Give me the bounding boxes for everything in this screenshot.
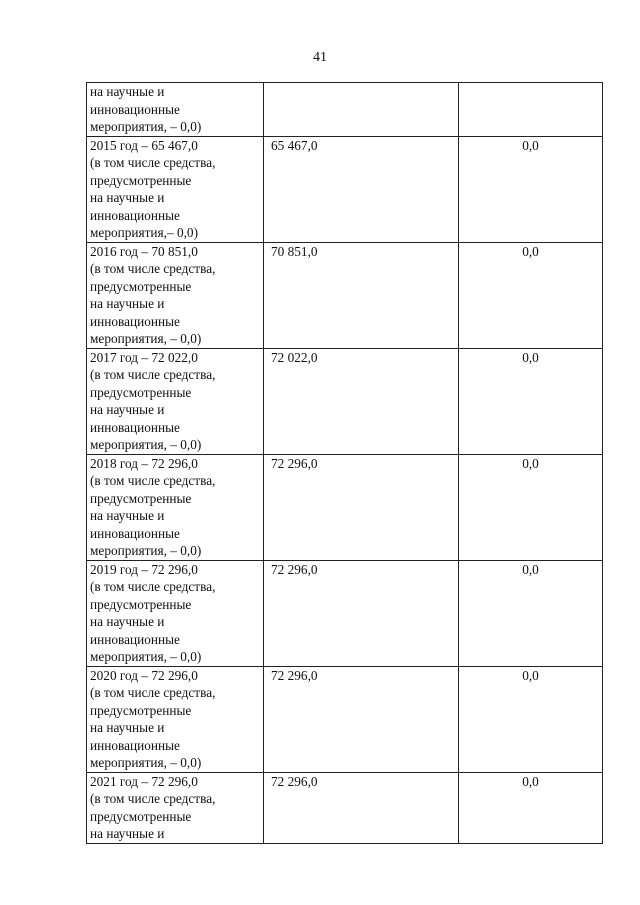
amount-cell: 65 467,0 — [264, 136, 459, 242]
description-line: (в том числе средства, — [90, 791, 216, 806]
description-line: на научные и — [90, 826, 165, 841]
amount-cell: 72 296,0 — [264, 772, 459, 843]
description-line: предусмотренные — [90, 490, 192, 506]
table-row — [87, 242, 603, 348]
description-line: (в том числе средства, — [90, 685, 216, 700]
share-cell: 0,0 — [459, 454, 603, 560]
table-row — [87, 560, 603, 666]
funding-table-body — [87, 83, 603, 844]
description-line: предусмотренные — [90, 702, 192, 718]
year-description-cell — [87, 136, 264, 242]
table-row — [87, 666, 603, 772]
year-description-cell — [87, 560, 264, 666]
description-line: инновационные — [90, 525, 180, 541]
amount-cell: 72 296,0 — [264, 666, 459, 772]
description-line: на научные и — [90, 508, 165, 523]
description-line: (в том числе средства, — [90, 473, 216, 488]
table-row — [87, 136, 603, 242]
share-cell: 0,0 — [459, 666, 603, 772]
page-number: 41 — [313, 50, 327, 65]
share-cell — [459, 83, 603, 137]
description-line: мероприятия,– 0,0) — [90, 225, 198, 240]
year-description-cell — [87, 83, 264, 137]
year-description-cell — [87, 772, 264, 843]
description-line: предусмотренные — [90, 384, 192, 400]
description-line: мероприятия, – 0,0) — [90, 331, 202, 346]
description-line: на научные и — [90, 720, 165, 735]
year-description-cell — [87, 242, 264, 348]
amount-cell: 72 296,0 — [264, 560, 459, 666]
description-line: (в том числе средства, — [90, 367, 216, 382]
description-line: мероприятия, – 0,0) — [90, 755, 202, 770]
description-line: 2016 год – 70 851,0 — [90, 243, 198, 259]
description-line: инновационные — [90, 631, 180, 647]
description-line: мероприятия, – 0,0) — [90, 119, 202, 134]
description-line: инновационные — [90, 313, 180, 329]
description-line: предусмотренные — [90, 172, 192, 188]
description-line: 2015 год – 65 467,0 — [90, 137, 198, 153]
share-cell: 0,0 — [459, 136, 603, 242]
description-line: инновационные — [90, 737, 180, 753]
share-cell: 0,0 — [459, 560, 603, 666]
description-line: предусмотренные — [90, 808, 192, 824]
description-line: 2020 год – 72 296,0 — [90, 667, 198, 683]
description-line: 2017 год – 72 022,0 — [90, 349, 198, 365]
description-line: (в том числе средства, — [90, 579, 216, 594]
description-line: предусмотренные — [90, 596, 192, 612]
share-cell: 0,0 — [459, 242, 603, 348]
funding-table — [86, 82, 603, 844]
description-line: на научные и — [90, 296, 165, 311]
description-line: мероприятия, – 0,0) — [90, 649, 202, 664]
description-line: инновационные — [90, 419, 180, 435]
amount-cell — [264, 83, 459, 137]
table-row — [87, 348, 603, 454]
description-line: инновационные — [90, 101, 180, 117]
description-line: (в том числе средства, — [90, 261, 216, 276]
share-cell: 0,0 — [459, 772, 603, 843]
year-description-cell — [87, 666, 264, 772]
year-description-cell — [87, 348, 264, 454]
description-line: на научные и — [90, 190, 165, 205]
amount-cell: 72 296,0 — [264, 454, 459, 560]
description-line: мероприятия, – 0,0) — [90, 543, 202, 558]
description-line: (в том числе средства, — [90, 155, 216, 170]
description-line: предусмотренные — [90, 278, 192, 294]
amount-cell: 70 851,0 — [264, 242, 459, 348]
table-row — [87, 772, 603, 843]
share-cell: 0,0 — [459, 348, 603, 454]
amount-cell: 72 022,0 — [264, 348, 459, 454]
description-line: на научные и — [90, 84, 165, 99]
table-row — [87, 454, 603, 560]
description-line: на научные и — [90, 614, 165, 629]
table-row — [87, 83, 603, 137]
description-line: 2018 год – 72 296,0 — [90, 455, 198, 471]
description-line: 2021 год – 72 296,0 — [90, 773, 198, 789]
year-description-cell — [87, 454, 264, 560]
description-line: мероприятия, – 0,0) — [90, 437, 202, 452]
description-line: 2019 год – 72 296,0 — [90, 561, 198, 577]
description-line: инновационные — [90, 207, 180, 223]
description-line: на научные и — [90, 402, 165, 417]
